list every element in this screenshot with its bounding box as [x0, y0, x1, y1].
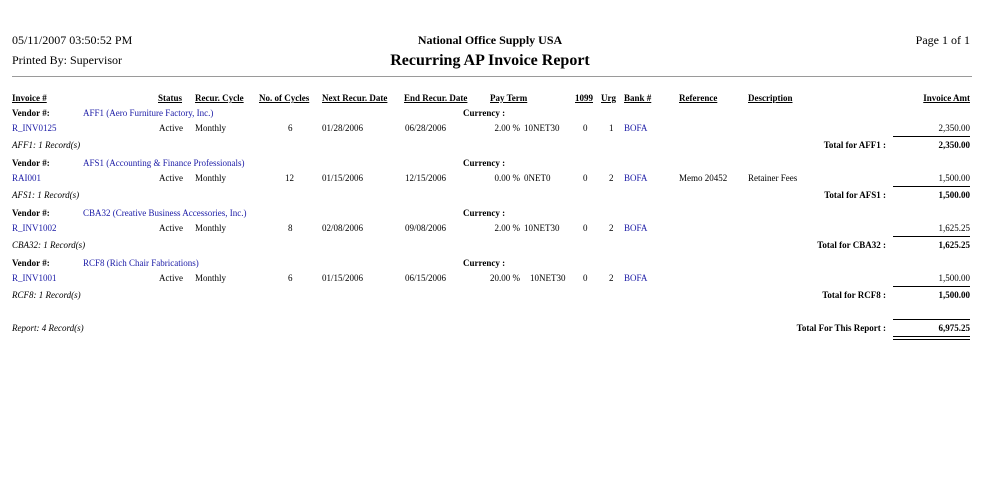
- cycle-value: Monthly: [195, 273, 227, 283]
- printed-by: Printed By: Supervisor: [12, 53, 122, 67]
- record-count: AFF1: 1 Record(s): [12, 140, 81, 150]
- subtotal-rule: [893, 136, 970, 137]
- subtotal-rule: [893, 236, 970, 237]
- vendor-link[interactable]: RCF8 (Rich Chair Fabrications): [83, 258, 199, 268]
- status-value: Active: [159, 123, 183, 133]
- cycles-value: 6: [288, 123, 293, 133]
- status-value: Active: [159, 173, 183, 183]
- invoice-amount: 1,625.25: [938, 223, 970, 233]
- vendor-link[interactable]: AFF1 (Aero Furniture Factory, Inc.): [83, 108, 214, 118]
- invoice-amount: 1,500.00: [938, 273, 970, 283]
- status-value: Active: [159, 273, 183, 283]
- vendor-total: 1,625.25: [938, 240, 970, 250]
- vendor-total: 1,500.00: [938, 190, 970, 200]
- pay-pct-value: 2.00 %: [494, 123, 520, 133]
- pay-term-value: 10NET30: [530, 273, 566, 283]
- cycle-value: Monthly: [195, 173, 227, 183]
- urg-value: 2: [609, 173, 614, 183]
- report-grand-total: 6,975.25: [938, 323, 970, 333]
- col-description: Description: [748, 93, 793, 103]
- currency-label: Currency :: [463, 108, 506, 118]
- vendor-label: Vendor #:: [12, 258, 50, 268]
- company-name: National Office Supply USA: [417, 33, 563, 47]
- currency-label: Currency :: [463, 258, 506, 268]
- vendor-label: Vendor #:: [12, 208, 50, 218]
- grand-total-rule-top: [893, 319, 970, 320]
- description-value: Retainer Fees: [748, 173, 798, 183]
- col-cycles: No. of Cycles: [259, 93, 310, 103]
- report-total-label: Total For This Report :: [796, 323, 886, 333]
- col-next-date: Next Recur. Date: [322, 93, 388, 103]
- cycles-value: 8: [288, 223, 293, 233]
- next-date-value: 02/08/2006: [322, 223, 364, 233]
- bank-link[interactable]: BOFA: [624, 273, 648, 283]
- status-value: Active: [159, 223, 183, 233]
- vendor-label: Vendor #:: [12, 108, 50, 118]
- vendor-link[interactable]: CBA32 (Creative Business Accessories, Inc.): [83, 208, 247, 218]
- vendor-total-label: Total for AFS1 :: [824, 190, 886, 200]
- header-divider: [12, 76, 972, 77]
- vendor-total-label: Total for CBA32 :: [817, 240, 886, 250]
- record-count: CBA32: 1 Record(s): [12, 240, 86, 250]
- col-status: Status: [158, 93, 183, 103]
- col-bank: Bank #: [624, 93, 652, 103]
- vendor-total-label: Total for AFF1 :: [823, 140, 886, 150]
- end-date-value: 12/15/2006: [405, 173, 447, 183]
- next-date-value: 01/15/2006: [322, 273, 364, 283]
- invoice-link[interactable]: R_INV1001: [12, 273, 57, 283]
- grand-total-double-rule-2: [893, 339, 970, 340]
- next-date-value: 01/15/2006: [322, 173, 364, 183]
- bank-link[interactable]: BOFA: [624, 173, 648, 183]
- next-date-value: 01/28/2006: [322, 123, 364, 133]
- col-1099: 1099: [575, 93, 593, 103]
- vendor-total-label: Total for RCF8 :: [822, 290, 886, 300]
- subtotal-rule: [893, 286, 970, 287]
- bank-link[interactable]: BOFA: [624, 123, 648, 133]
- col-urg: Urg: [601, 93, 616, 103]
- report-title: Recurring AP Invoice Report: [390, 52, 590, 69]
- report-record-count: Report: 4 Record(s): [12, 323, 84, 333]
- 1099-value: 0: [583, 223, 588, 233]
- 1099-value: 0: [583, 173, 588, 183]
- 1099-value: 0: [583, 273, 588, 283]
- grand-total-double-rule-1: [893, 336, 970, 337]
- vendor-link[interactable]: AFS1 (Accounting & Finance Professionals): [83, 158, 245, 168]
- pay-pct-value: 0.00 %: [494, 173, 520, 183]
- cycle-value: Monthly: [195, 223, 227, 233]
- pay-term-value: 10NET30: [524, 223, 560, 233]
- invoice-amount: 2,350.00: [938, 123, 970, 133]
- vendor-total: 1,500.00: [938, 290, 970, 300]
- pay-pct-value: 2.00 %: [494, 223, 520, 233]
- invoice-amount: 1,500.00: [938, 173, 970, 183]
- 1099-value: 0: [583, 123, 588, 133]
- urg-value: 2: [609, 223, 614, 233]
- invoice-link[interactable]: RAI001: [12, 173, 41, 183]
- end-date-value: 09/08/2006: [405, 223, 447, 233]
- col-invoice: Invoice #: [12, 93, 47, 103]
- col-invoice-amt: Invoice Amt: [923, 93, 970, 103]
- pay-pct-value: 20.00 %: [490, 273, 520, 283]
- currency-label: Currency :: [463, 208, 506, 218]
- urg-value: 2: [609, 273, 614, 283]
- currency-label: Currency :: [463, 158, 506, 168]
- record-count: AFS1: 1 Record(s): [12, 190, 80, 200]
- end-date-value: 06/28/2006: [405, 123, 447, 133]
- page-number: Page 1 of 1: [915, 33, 970, 47]
- cycles-value: 12: [285, 173, 294, 183]
- subtotal-rule: [893, 186, 970, 187]
- cycles-value: 6: [288, 273, 293, 283]
- col-end-date: End Recur. Date: [404, 93, 468, 103]
- col-pay-term: Pay Term: [490, 93, 528, 103]
- cycle-value: Monthly: [195, 123, 227, 133]
- record-count: RCF8: 1 Record(s): [12, 290, 81, 300]
- reference-value: Memo 20452: [679, 173, 728, 183]
- report-datetime: 05/11/2007 03:50:52 PM: [12, 33, 133, 47]
- pay-term-value: 10NET30: [524, 123, 560, 133]
- invoice-link[interactable]: R_INV0125: [12, 123, 57, 133]
- urg-value: 1: [609, 123, 614, 133]
- end-date-value: 06/15/2006: [405, 273, 447, 283]
- bank-link[interactable]: BOFA: [624, 223, 648, 233]
- vendor-total: 2,350.00: [938, 140, 970, 150]
- invoice-link[interactable]: R_INV1002: [12, 223, 57, 233]
- vendor-label: Vendor #:: [12, 158, 50, 168]
- col-reference: Reference: [679, 93, 718, 103]
- pay-term-value: 0NET0: [524, 173, 551, 183]
- col-recur-cycle: Recur. Cycle: [195, 93, 244, 103]
